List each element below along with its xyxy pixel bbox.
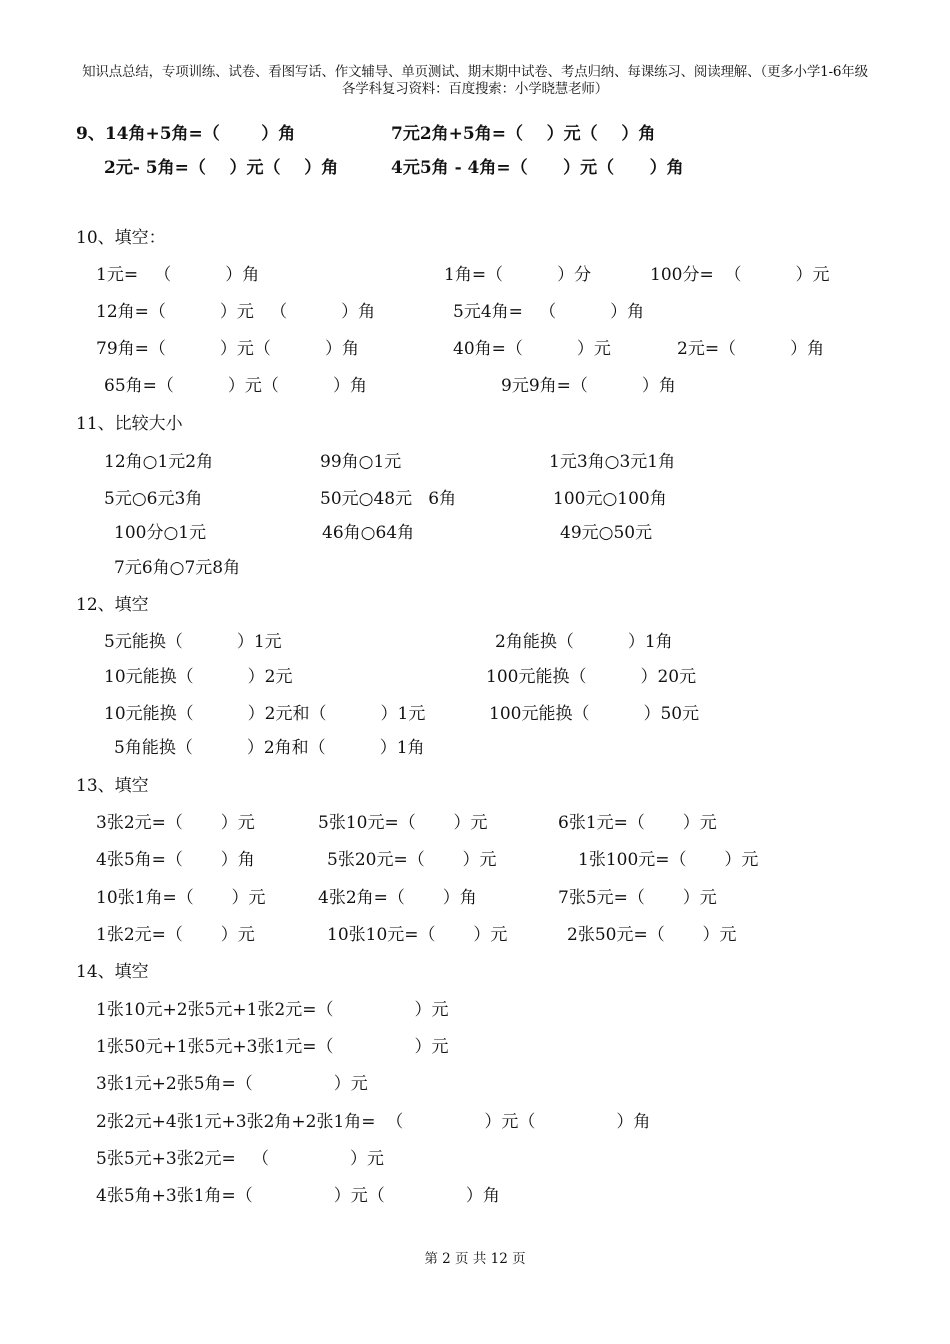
- q14-line: 4张5角+3张1角=（ ）元（ ）角: [96, 1186, 500, 1206]
- q14-line: 1张50元+1张5元+3张1元=（ ）元: [96, 1037, 449, 1057]
- q10-r3-item: 2元=（ ）角: [677, 339, 825, 359]
- q12-r1-item: 5元能换（ ）1元: [104, 632, 282, 652]
- q10-r2-item: 5元4角= （ ）角: [453, 302, 645, 322]
- q12-r3-item: 10元能换（ ）2元和（ ）1元: [104, 704, 426, 724]
- q11-r1-item: 1元3角○3元1角: [549, 452, 676, 472]
- q11-r2-item: 100元○100角: [553, 489, 667, 509]
- q10-r3-item: 79角=（ ）元（ ）角: [96, 339, 359, 359]
- q9-item-d: 4元5角 - 4角=（ ）元（ ）角: [391, 158, 684, 178]
- q10-r1-item: 1角=（ ）分: [444, 265, 592, 285]
- q10-title: 10、填空：: [76, 228, 166, 248]
- q10-r1-item: 1元= （ ）角: [96, 265, 260, 285]
- q12-r2-item: 10元能换（ ）2元: [104, 667, 293, 687]
- q11-r3-item: 49元○50元: [560, 523, 653, 543]
- q12-title: 12、填空: [76, 595, 149, 615]
- page-header: [60, 64, 890, 98]
- q13-r2-item: 4张5角=（ ）角: [96, 850, 255, 870]
- q13-r3-item: 4张2角=（ ）角: [318, 888, 477, 908]
- q11-title: 11、比较大小: [76, 414, 183, 434]
- q12-r3-item: 100元能换（ ）50元: [489, 704, 700, 724]
- q13-r4-item: 1张2元=（ ）元: [96, 925, 255, 945]
- q14-line: 3张1元+2张5角=（ ）元: [96, 1074, 368, 1094]
- q11-r3-item: 100分○1元: [114, 523, 207, 543]
- q12-r4-item: 5角能换（ ）2角和（ ）1角: [114, 738, 425, 758]
- header-line-1: 知识点总结，专项训练、试卷、看图写话、作文辅导、单页测试、期末期中试卷、考点归纳、每课练习、阅读理解、（更多小学1-6年级: [82, 64, 868, 80]
- q13-title: 13、填空: [76, 776, 149, 796]
- q11-r1-item: 99角○1元: [320, 452, 402, 472]
- q13-r3-item: 10张1角=（ ）元: [96, 888, 266, 908]
- q10-r3-item: 40角=（ ）元: [453, 339, 611, 359]
- q9-item-a: 9、14角+5角=（ ）角: [76, 124, 296, 144]
- q10-r2-item: 12角=（ ）元 （ ）角: [96, 302, 376, 322]
- q13-r1-item: 3张2元=（ ）元: [96, 813, 255, 833]
- q11-r4-item: 7元6角○7元8角: [114, 558, 241, 578]
- q13-r2-item: 5张20元=（ ）元: [327, 850, 497, 870]
- q13-r1-item: 5张10元=（ ）元: [318, 813, 488, 833]
- q13-r1-item: 6张1元=（ ）元: [558, 813, 717, 833]
- q14-line: 2张2元+4张1元+3张2角+2张1角= （ ）元（ ）角: [96, 1112, 651, 1132]
- q11-r1-item: 12角○1元2角: [104, 452, 214, 472]
- q9-item-c: 2元- 5角=（ ）元（ ）角: [104, 158, 339, 178]
- q14-title: 14、填空: [76, 962, 149, 982]
- q13-r4-item: 2张50元=（ ）元: [567, 925, 737, 945]
- q10-r4-item: 65角=（ ）元（ ）角: [104, 376, 367, 396]
- q13-r3-item: 7张5元=（ ）元: [558, 888, 717, 908]
- q11-r2-item: 50元○48元 6角: [320, 489, 457, 509]
- q13-r2-item: 1张100元=（ ）元: [578, 850, 759, 870]
- header-line-2: 各学科复习资料：百度搜索：小学晓慧老师）: [342, 81, 608, 97]
- q13-r4-item: 10张10元=（ ）元: [327, 925, 508, 945]
- q11-r3-item: 46角○64角: [322, 523, 415, 543]
- page-footer: 第 2 页 共 12 页: [424, 1251, 526, 1267]
- q14-line: 1张10元+2张5元+1张2元=（ ）元: [96, 1000, 449, 1020]
- q10-r4-item: 9元9角=（ ）角: [501, 376, 676, 396]
- q12-r2-item: 100元能换（ ）20元: [486, 667, 697, 687]
- q12-r1-item: 2角能换（ ）1角: [495, 632, 673, 652]
- q14-line: 5张5元+3张2元= （ ）元: [96, 1149, 385, 1169]
- q10-r1-item: 100分= （ ）元: [650, 265, 830, 285]
- q9-item-b: 7元2角+5角=（ ）元（ ）角: [391, 124, 656, 144]
- q11-r2-item: 5元○6元3角: [104, 489, 203, 509]
